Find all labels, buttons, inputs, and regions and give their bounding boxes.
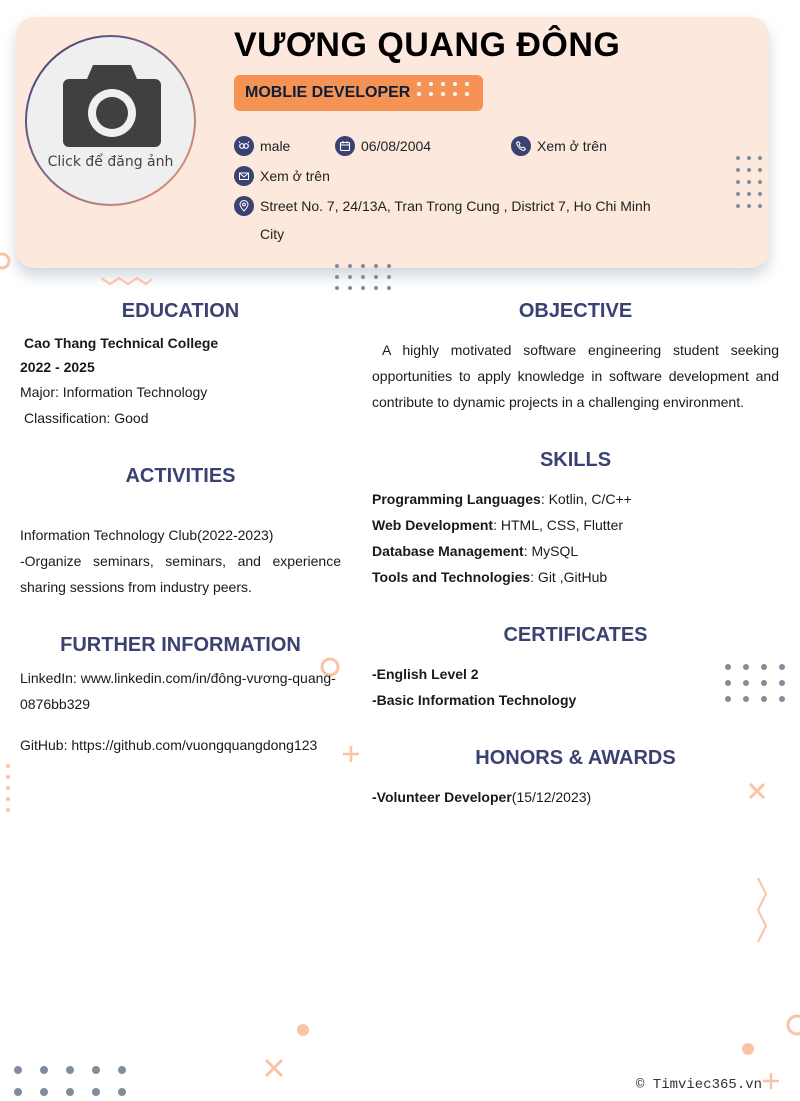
activities-description: -Organize seminars, seminars, and experience sharing sessions from industry peers. xyxy=(20,553,341,595)
activities-club: Information Technology Club(2022-2023) xyxy=(20,527,274,543)
address-line2-row xyxy=(260,226,284,242)
avatar-ring xyxy=(25,35,196,206)
birthdate-value: 06/08/2004 xyxy=(361,138,432,154)
objective-text: A highly motivated software engineering student seeking opportunities to apply knowledge in software development and contribute to dynamic projects in a challenging environment. xyxy=(372,342,779,410)
objective-title: OBJECTIVE xyxy=(518,300,633,322)
dot-grid-decoration xyxy=(725,664,785,702)
email-row xyxy=(234,166,330,186)
location-pin-icon xyxy=(234,196,254,216)
ring-decoration xyxy=(782,1012,800,1038)
address-line1: Street No. 7, 24/13A, Tran Trong Cung , District 7, Ho Chi Minh xyxy=(260,198,651,214)
education-title: EDUCATION xyxy=(121,300,240,322)
zigzag-vertical-decoration xyxy=(754,876,770,946)
education-major: Major: Information Technology xyxy=(20,384,208,400)
role-badge xyxy=(234,75,483,111)
dot-decoration xyxy=(296,1023,310,1037)
phone-row xyxy=(511,136,607,156)
cross-decoration xyxy=(263,1057,285,1079)
activities-title: ACTIVITIES xyxy=(125,465,236,487)
plus-decoration xyxy=(762,1072,780,1090)
dot-decoration xyxy=(741,1042,755,1056)
phone-icon xyxy=(511,136,531,156)
gender-row xyxy=(234,136,290,156)
plus-decoration xyxy=(342,745,360,763)
badge-dots-decoration xyxy=(417,82,469,96)
gender-value: male xyxy=(260,138,291,154)
certificates-title: CERTIFICATES xyxy=(503,624,648,646)
education-classification: Classification: Good xyxy=(24,410,149,426)
honors-title: HONORS & AWARDS xyxy=(475,747,676,769)
address-row xyxy=(234,196,651,216)
avatar-upload[interactable] xyxy=(27,37,194,204)
certificate-item: -Basic Information Technology xyxy=(372,692,577,708)
birthdate-row xyxy=(335,136,431,156)
avatar-label: Click để đăng ảnh xyxy=(47,154,174,170)
email-icon xyxy=(234,166,254,186)
dot-grid-decoration xyxy=(736,156,762,208)
github-link[interactable]: GitHub: https://github.com/vuongquangdong123 xyxy=(20,737,318,753)
gender-icon xyxy=(234,136,254,156)
further-info-title: FURTHER INFORMATION xyxy=(60,634,301,656)
certificate-item: -English Level 2 xyxy=(372,666,479,682)
role-title: MOBLIE DEVELOPER xyxy=(245,84,411,101)
phone-value: Xem ở trên xyxy=(537,138,607,154)
linkedin-link[interactable]: LinkedIn: www.linkedin.com/in/đông-vương-quang-0876bb329 xyxy=(20,670,336,712)
education-years: 2022 - 2025 xyxy=(20,359,95,375)
skill-item: Programming Languages: Kotlin, C/C++ xyxy=(372,491,632,507)
address-line2: City xyxy=(260,226,285,242)
zigzag-decoration xyxy=(100,276,154,288)
email-value: Xem ở trên xyxy=(260,168,330,184)
footer-copyright: © Timviec365.vn xyxy=(636,1077,763,1093)
skill-item: Tools and Technologies: Git ,GitHub xyxy=(372,569,608,585)
education-school: Cao Thang Technical College xyxy=(24,335,219,351)
skills-title: SKILLS xyxy=(539,449,612,471)
dotted-line-decoration xyxy=(4,762,12,814)
candidate-name: VƯƠNG QUANG ĐÔNG xyxy=(234,26,621,64)
dot-grid-decoration xyxy=(14,1066,126,1096)
dot-grid-decoration xyxy=(335,264,391,290)
calendar-icon xyxy=(335,136,355,156)
cross-decoration xyxy=(747,781,767,801)
ring-decoration xyxy=(0,250,14,274)
skill-item: Database Management: MySQL xyxy=(372,543,579,559)
skill-item: Web Development: HTML, CSS, Flutter xyxy=(372,517,624,533)
honor-item: -Volunteer Developer(15/12/2023) xyxy=(372,789,592,805)
camera-icon xyxy=(63,65,161,147)
